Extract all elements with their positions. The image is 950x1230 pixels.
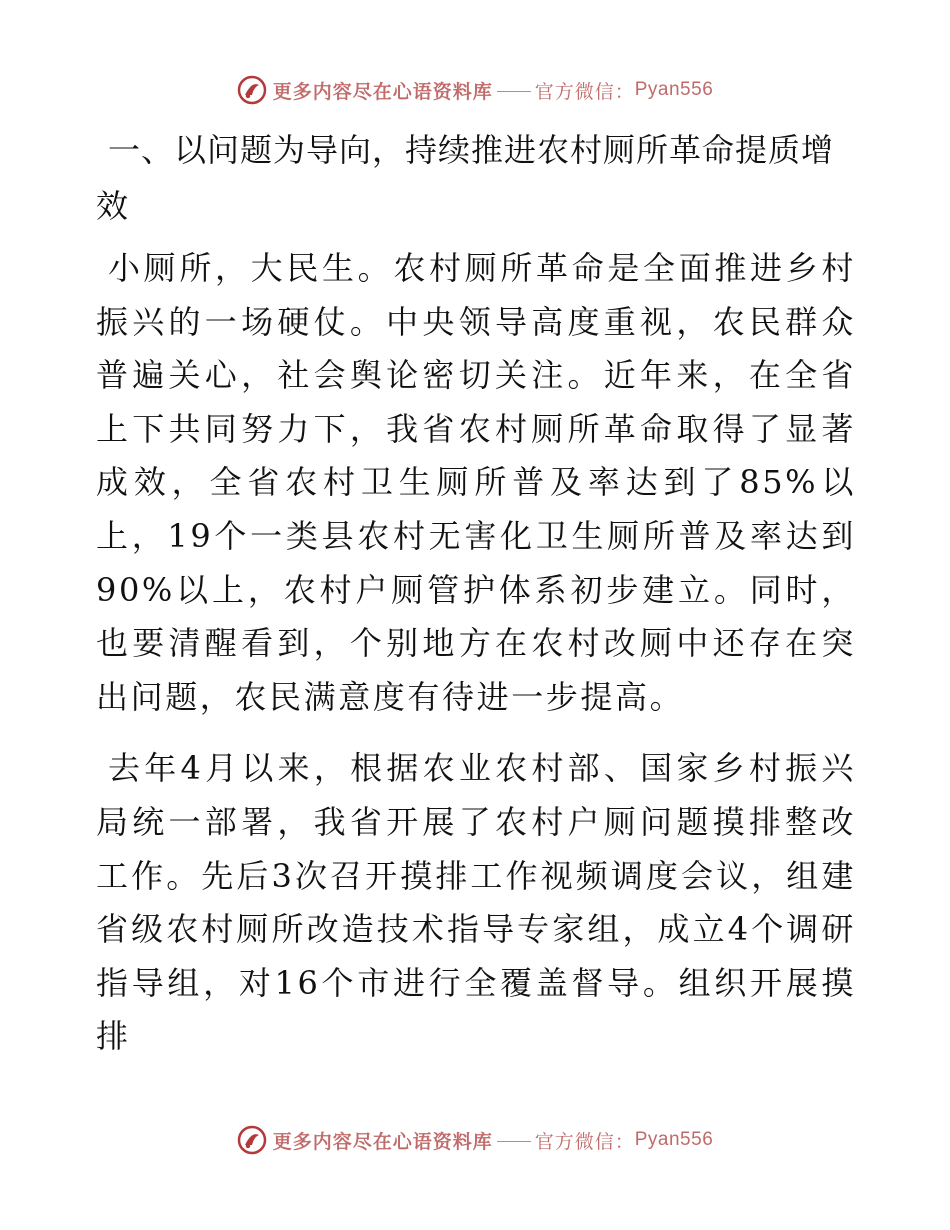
banner-wechat-label: 官方微信： [534, 1130, 635, 1153]
banner-dash [497, 1141, 531, 1142]
footer-banner [0, 1120, 950, 1160]
brand-logo-icon [237, 1125, 267, 1155]
paragraph-1: 小厕所，大民生。农村厕所革命是全面推进乡村振兴的一场硬仗。中央领导高度重视，农民群众普遍关心，社会舆论密切关注。近年来，在全省上下共同努力下，我省农村厕所革命取得了显著成效，全省农村卫生厕所普及率达到了85%以上，19个一类县农村无害化卫生厕所普及率达到90%以上，农村户厕管护体系初步建立。同时，也要清醒看到，个别地方在农村改厕中还存在突出问题，农民满意度有待进一步提高。 [96, 249, 856, 716]
banner-wechat-label: 官方微信： [534, 80, 635, 103]
banner-wechat-id: Pyan556 [634, 1129, 714, 1150]
document-body [96, 122, 856, 1082]
banner-wechat-id: Pyan556 [634, 79, 714, 100]
banner-main-text: 更多内容尽在心语资料库 [272, 1130, 493, 1153]
paragraph-2: 去年4月以来，根据农业农村部、国家乡村振兴局统一部署，我省开展了农村户厕问题摸排整改工作。先后3次召开摸排工作视频调度会议，组建省级农村厕所改造技术指导专家组，成立4个调研指导组，对16个市进行全覆盖督导。组织开展摸排 [96, 749, 856, 1056]
header-banner [0, 70, 950, 110]
brand-logo-icon [237, 75, 267, 105]
section-heading: 一、以问题为导向，持续推进农村厕所革命提质增效 [96, 131, 835, 225]
banner-dash [497, 91, 531, 92]
banner-main-text: 更多内容尽在心语资料库 [272, 80, 493, 103]
